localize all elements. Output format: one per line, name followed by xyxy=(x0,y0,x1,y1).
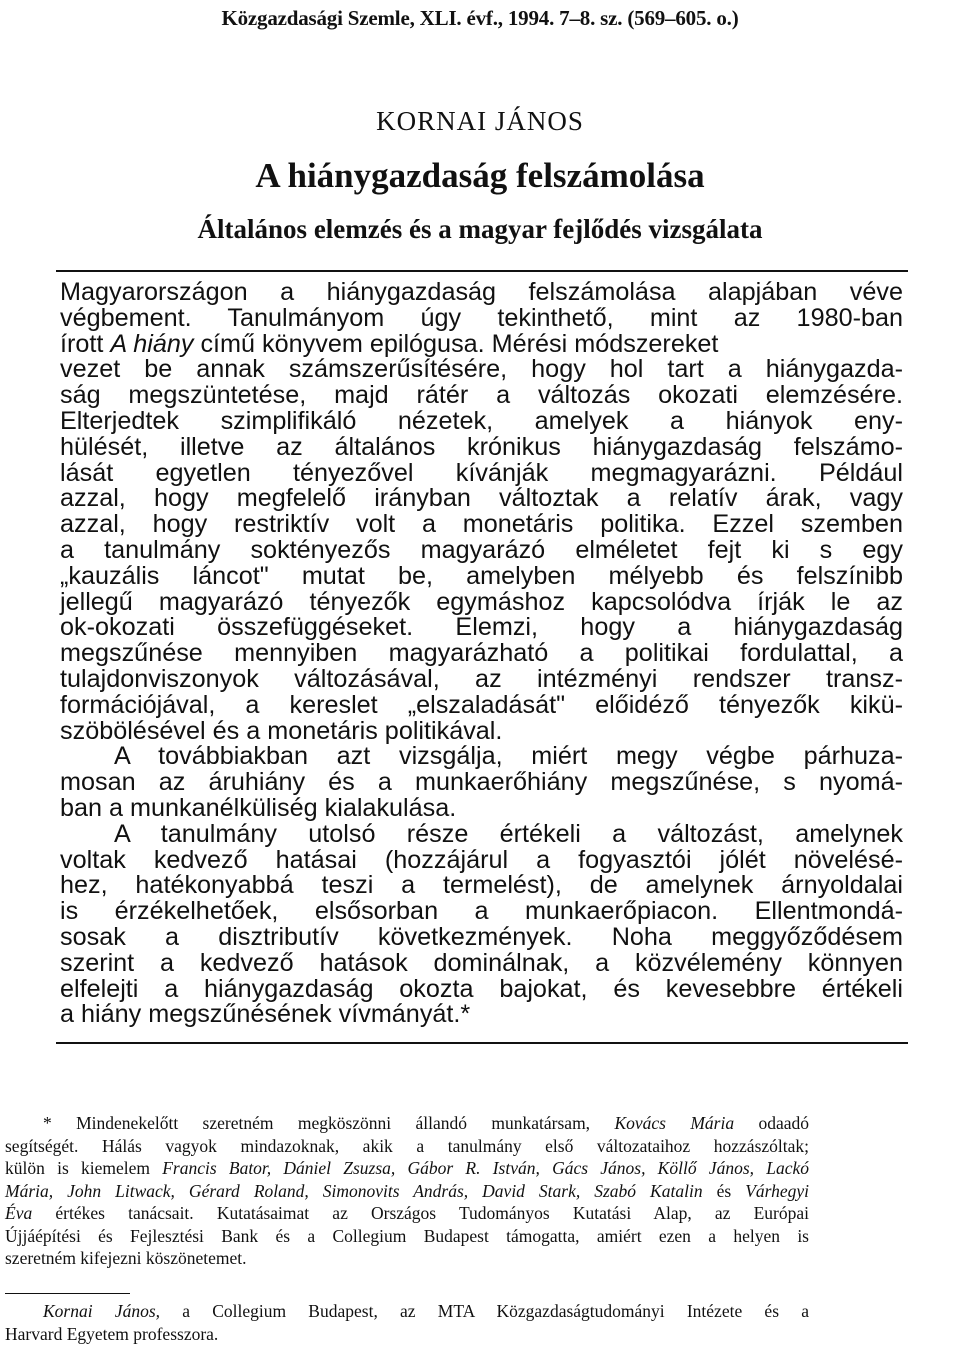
abstract-line: mosan az áruhiány és a munkaerőhiány megszűnése, s nyomá- xyxy=(60,768,903,797)
footnote-text: külön is kiemelem xyxy=(5,1158,150,1178)
abstract-line: tulajdonviszonyok változásával, az intézményi rendszer transz- xyxy=(60,664,903,693)
abstract-line: végbement. Tanulmányom úgy tekinthető, mint az 1980-ban xyxy=(60,303,903,332)
footnote-text: és xyxy=(716,1180,732,1201)
abstract-line: elfelejti a hiánygazdaság okozta bajokat, és kevesebbre értékeli xyxy=(60,974,903,1003)
abstract-line: voltak kedvező hatásai (hozzájárul a fogyasztói jólét növelésé- xyxy=(60,845,903,874)
abstract-line: azzal, hogy megfelelő irányban változtak a relatív árak, vagy xyxy=(60,484,903,513)
abstract-line: hülését, illetve az általános krónikus hiánygazdaság felszámo- xyxy=(60,432,903,461)
author-name: KORNAI JÁNOS xyxy=(376,106,584,136)
abstract-line: vezet be annak számszerűsítésére, hogy hol tart a hiánygazda- xyxy=(60,355,903,384)
footnote-name: Éva xyxy=(5,1203,33,1223)
abstract-line: megszűnése mennyiben magyarázható a politikai fordulattal, a xyxy=(60,639,903,668)
abstract-paragraph-1 xyxy=(60,280,903,744)
abstract-line: a hiány megszűnésének vívmányát.* xyxy=(60,1000,471,1029)
footnote-line xyxy=(5,1180,809,1203)
footnote-line xyxy=(5,1202,809,1225)
abstract-line: is érzékelhetőek, elsősorban a munkaerőpiacon. Ellentmondá- xyxy=(60,897,903,926)
abstract-line: szöbölésével és a monetáris politikával. xyxy=(60,716,503,745)
article-title: A hiánygazdaság felszámolása xyxy=(255,156,705,195)
abstract-line: A tanulmány utolsó része értékeli a változást, amelynek xyxy=(114,819,903,848)
affiliation-name: Kornai János, xyxy=(43,1301,161,1321)
abstract-text: írott xyxy=(60,329,111,358)
acknowledgement-footnote xyxy=(5,1112,809,1270)
abstract-paragraph-2 xyxy=(60,744,903,821)
abstract-line: ban a munkanélküliség kialakulása. xyxy=(60,793,457,822)
bottom-divider xyxy=(56,1042,908,1044)
footnote-text: értékes tanácsait. Kutatásaimat az Országos Tudományos Kutatási Alap, az Európai xyxy=(55,1203,809,1223)
abstract-line: ok-okozati összefüggéseket. Elemzi, hogy a hiánygazdaság xyxy=(60,613,903,642)
abstract-line: azzal, hogy restriktív volt a monetáris politika. Ezzel szemben xyxy=(60,510,903,539)
abstract-line: a tanulmány soktényezős magyarázó elméletet fejt ki s egy xyxy=(60,535,903,564)
affiliation-text: a Collegium Budapest, az MTA Közgazdaságtudományi Intézete és a xyxy=(182,1301,809,1321)
book-title: A hiány xyxy=(110,329,194,358)
abstract xyxy=(60,280,903,1028)
abstract-line: hez, hatékonyabbá teszi a termelést), de amelynek árnyoldalai xyxy=(60,871,903,900)
abstract-line: lását egyetlen tényezővel kívánják megmagyarázni. Például xyxy=(60,458,903,487)
top-divider xyxy=(56,270,908,272)
abstract-line: A továbbiakban azt vizsgálja, miért megy végbe párhuza- xyxy=(114,742,903,771)
footnote-line xyxy=(5,1157,809,1180)
affiliation-line: Harvard Egyetem professzora. xyxy=(5,1323,219,1344)
abstract-line: Magyarországon a hiánygazdaság felszámolása alapjában véve xyxy=(60,278,903,306)
footnote-name: Várhegyi xyxy=(745,1180,810,1201)
abstract-line: sosak a disztributív következmények. Noha meggyőződésem xyxy=(60,922,903,951)
footnote-line: Újjáépítési és Fejlesztési Bank és a Collegium Budapest támogatta, amiért ezen a helyen is xyxy=(5,1225,809,1246)
footnote-names: Francis Bator, Dániel Zsuzsa, Gábor R. István, Gács János, Köllő János, Lackó xyxy=(162,1158,809,1178)
footnote-text: odaadó xyxy=(758,1113,809,1133)
footnote-text: * Mindenekelőtt szeretném megköszönni állandó munkatársam, xyxy=(43,1113,591,1133)
affiliation-line xyxy=(5,1300,809,1323)
footnote-divider xyxy=(5,1293,130,1294)
journal-header: Közgazdasági Szemle, XLI. évf., 1994. 7–8. sz. (569–605. o.) xyxy=(221,6,739,30)
author-affiliation xyxy=(5,1300,809,1345)
article-subtitle: Általános elemzés és a magyar fejlődés vizsgálata xyxy=(197,214,763,244)
footnote-line: segítségét. Hálás vagyok mindazoknak, akik a tanulmány első változataihoz hozzászóltak; xyxy=(5,1135,809,1156)
abstract-line: formációjával, a kereslet „elszaladását" előidéző tényezők kikü- xyxy=(60,690,903,719)
abstract-line: Elterjedtek szimplifikáló nézetek, amelyek a hiányok eny- xyxy=(60,406,903,435)
abstract-line: „kauzális láncot" mutat be, amelyben mélyebb és felszínibb xyxy=(60,561,903,590)
footnote-name: Kovács Mária xyxy=(614,1113,735,1133)
abstract-paragraph-3 xyxy=(60,819,903,1029)
abstract-line: ság megszüntetése, majd rátér a változás okozati elemzésére. xyxy=(60,381,903,410)
abstract-line: jellegű magyarázó tényezők egymáshoz kapcsolódva írják le az xyxy=(60,587,903,616)
abstract-line xyxy=(60,329,903,358)
footnote-line: szeretném kifejezni köszönetemet. xyxy=(5,1248,247,1268)
footnote-line xyxy=(5,1112,809,1135)
abstract-text: című könyvem epilógusa. Mérési módszereket xyxy=(193,329,719,358)
abstract-line: szerint a kedvező hatások dominálnak, a közvélemény könnyen xyxy=(60,948,903,977)
footnote-names: Mária, John Litwack, Gérard Roland, Simonovits András, David Stark, Szabó Katalin xyxy=(5,1180,703,1201)
